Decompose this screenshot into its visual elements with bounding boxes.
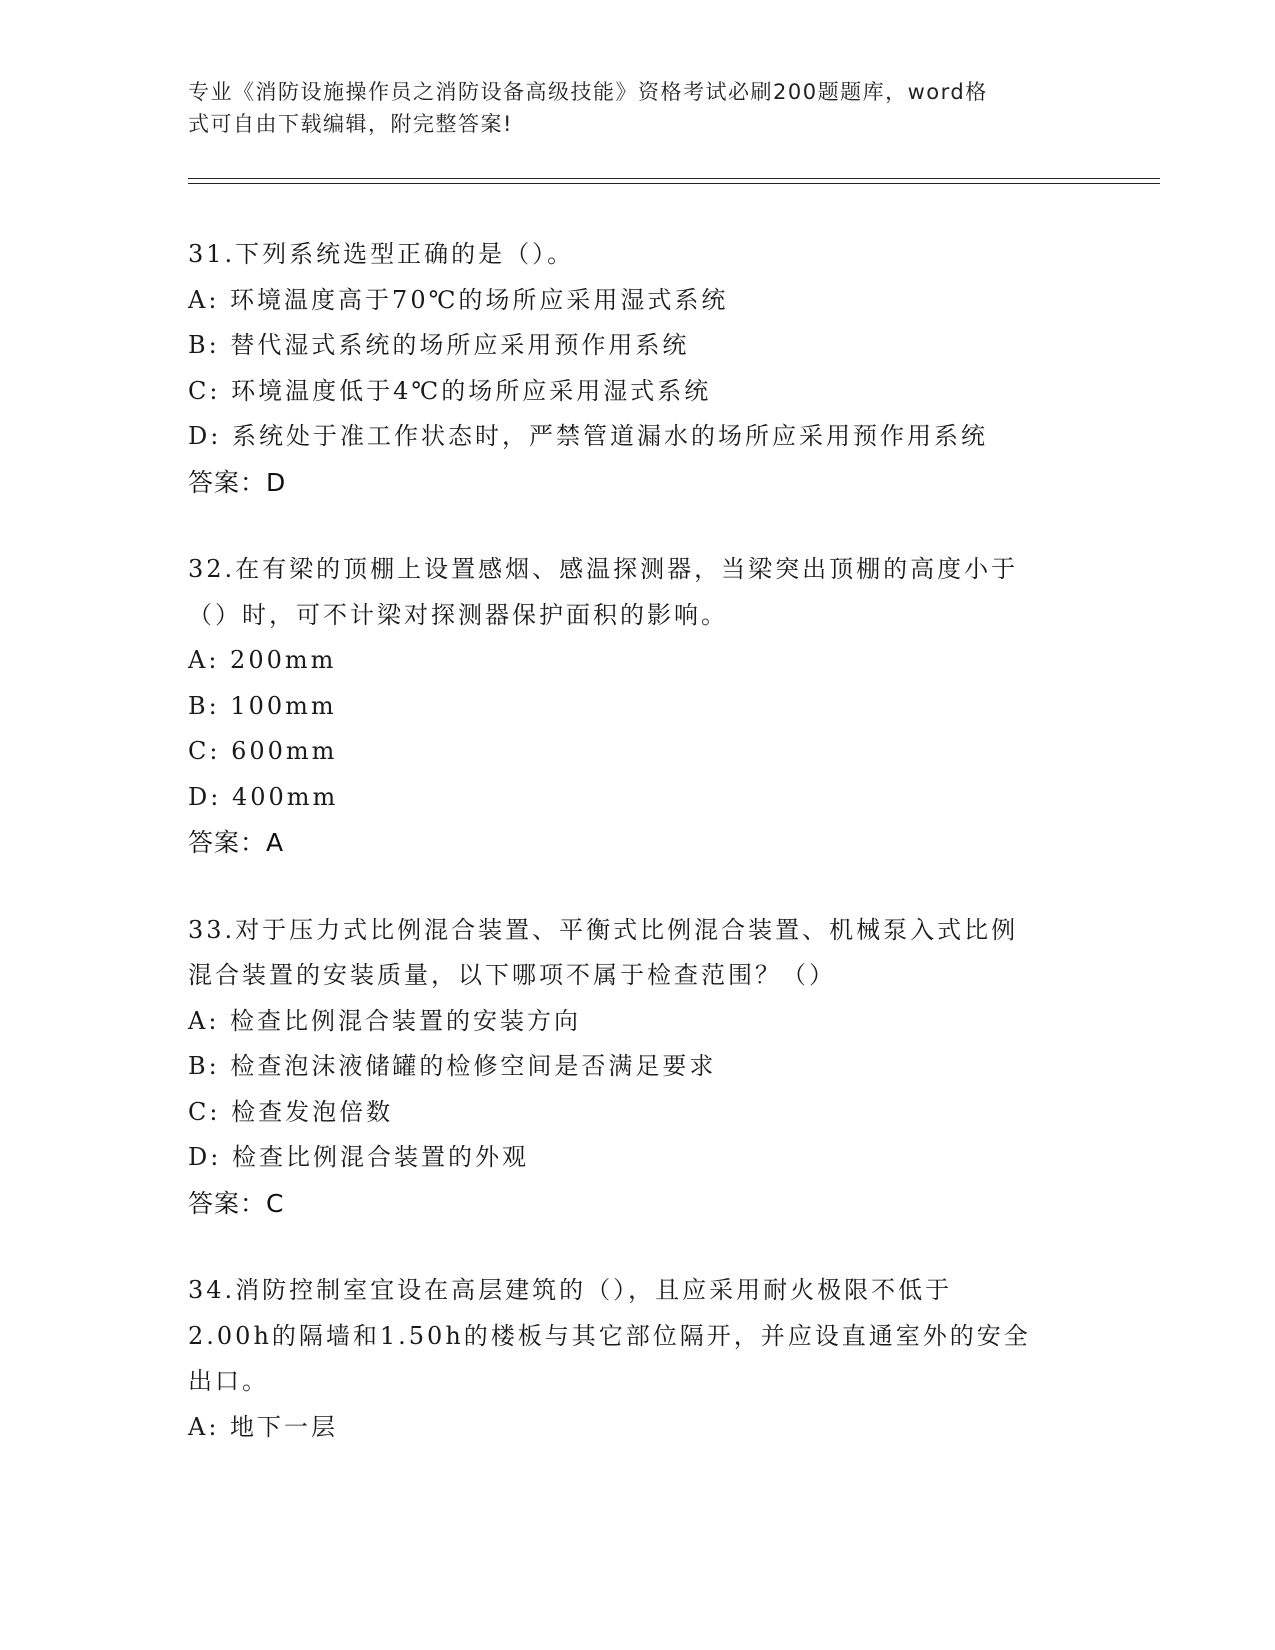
header-divider-top bbox=[188, 178, 1160, 179]
option-d: D: 检查比例混合装置的外观 bbox=[188, 1143, 529, 1171]
header-line-2: 式可自由下载编辑，附完整答案! bbox=[188, 112, 513, 136]
option-c: C: 检查发泡倍数 bbox=[188, 1097, 394, 1126]
answer-label: 答案：A bbox=[188, 828, 285, 857]
question-list bbox=[188, 232, 1088, 1492]
option-a: A: 200mm bbox=[188, 646, 337, 674]
question-stem-cont-2: 出口。 bbox=[188, 1367, 269, 1395]
option-d: D: 系统处于准工作状态时，严禁管道漏水的场所应采用预作用系统 bbox=[188, 422, 988, 450]
option-d: D: 400mm bbox=[188, 782, 339, 811]
question-stem: 32.在有梁的顶棚上设置感烟、感温探测器，当梁突出顶棚的高度小于 bbox=[188, 555, 1019, 583]
option-b: B: 替代湿式系统的场所应采用预作用系统 bbox=[188, 331, 690, 359]
question-stem: 33.对于压力式比例混合装置、平衡式比例混合装置、机械泵入式比例 bbox=[188, 915, 1019, 944]
option-a: A: 检查比例混合装置的安装方向 bbox=[188, 1006, 582, 1035]
option-b: B: 检查泡沫液储罐的检修空间是否满足要求 bbox=[188, 1052, 717, 1080]
option-a: A: 环境温度高于70℃的场所应采用湿式系统 bbox=[188, 285, 729, 314]
question-31 bbox=[188, 232, 1088, 505]
question-stem: 31.下列系统选型正确的是（）。 bbox=[188, 240, 575, 268]
option-b: B: 100mm bbox=[188, 691, 337, 720]
question-stem-cont: （）时，可不计梁对探测器保护面积的影响。 bbox=[188, 600, 728, 629]
option-c: C: 环境温度低于4℃的场所应采用湿式系统 bbox=[188, 376, 712, 405]
question-stem-cont: 混合装置的安装质量，以下哪项不属于检查范围？（） bbox=[188, 961, 836, 989]
answer-label: 答案：C bbox=[188, 1188, 285, 1218]
question-33 bbox=[188, 908, 1088, 1227]
question-32 bbox=[188, 547, 1088, 866]
question-34 bbox=[188, 1268, 1088, 1450]
question-stem-cont: 2.00h的隔墙和1.50h的楼板与其它部位隔开，并应设直通室外的安全 bbox=[188, 1321, 1031, 1350]
header-line-1: 专业《消防设施操作员之消防设备高级技能》资格考试必刷200题题库，word格 bbox=[188, 80, 988, 104]
option-c: C: 600mm bbox=[188, 737, 338, 765]
document-header bbox=[188, 76, 1088, 140]
option-a: A: 地下一层 bbox=[188, 1412, 339, 1441]
answer-label: 答案：D bbox=[188, 467, 287, 497]
header-divider-bottom bbox=[188, 183, 1160, 184]
question-stem: 34.消防控制室宜设在高层建筑的（），且应采用耐火极限不低于 bbox=[188, 1276, 953, 1304]
